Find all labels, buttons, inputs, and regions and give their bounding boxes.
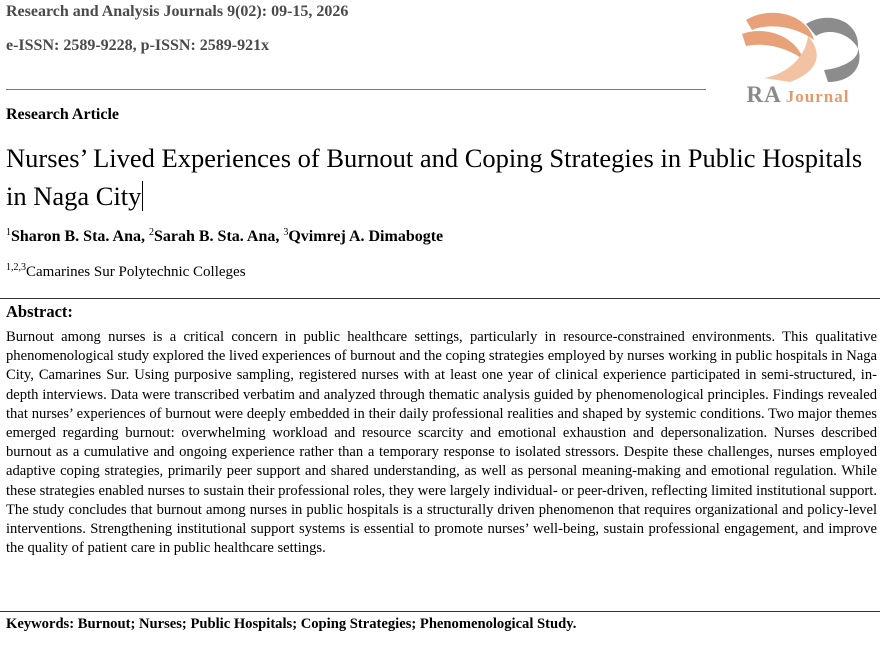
keywords: Keywords: Burnout; Nurses; Public Hospitals; Coping Strategies; Phenomenological Study. xyxy=(6,616,577,632)
abstract-heading: Abstract: xyxy=(6,302,73,321)
logo-journal-text: Journal xyxy=(785,87,850,106)
affiliation-name: Camarines Sur Polytechnic Colleges xyxy=(26,264,246,280)
ra-journal-logo-text xyxy=(728,82,868,108)
affiliation-mark: 1,2,3 xyxy=(6,262,26,273)
author-1-name: Sharon B. Sta. Ana, xyxy=(11,228,149,245)
article-title-text: Nurses’ Lived Experiences of Burnout and Coping Strategies in Public Hospitals in Naga City xyxy=(6,143,863,211)
journal-citation: Research and Analysis Journals 9(02): 09-15, 2026 xyxy=(6,3,349,20)
logo-ra-text: RA xyxy=(746,82,782,107)
author-3-affiliation-mark: 3 xyxy=(283,227,289,238)
article-title xyxy=(6,139,876,215)
author-3-name: Qvimrej A. Dimabogte xyxy=(288,228,444,245)
abstract-bottom-divider xyxy=(0,611,880,612)
header-divider xyxy=(6,89,706,90)
text-cursor xyxy=(142,181,143,211)
author-2-affiliation-mark: 2 xyxy=(148,227,154,238)
affiliation xyxy=(6,264,246,281)
author-1-affiliation-mark: 1 xyxy=(6,227,11,238)
abstract-top-divider xyxy=(0,298,880,299)
ra-journal-logo-mark xyxy=(728,6,868,86)
abstract-body: Burnout among nurses is a critical concern in public healthcare settings, particularly in resource-constrained environments. This qualitative phenomenological study explored the lived experiences of burnout and the coping strategies employed by nurses working in public hospitals in Naga City, Camarines Sur. Using purposive sampling, registered nurses with at least one year of clinical experience participated in semi-structured, in-depth interviews. Data were transcribed verbatim and analyzed through thematic analysis guided by phenomenological principles. Findings revealed that nurses’ experiences of burnout were deeply embedded in their daily professional realities and shaped by systemic conditions. Two major themes emerged regarding burnout: overwhelming workload and resource scarcity and emotional exhaustion and depersonalization. Nurses described burnout as a cumulative and ongoing experience rather than a temporary response to isolated stressors. Despite these challenges, nurses employed adaptive coping strategies, primarily peer support and shared understanding, as well as personal meaning-making and emotional regulation. While these strategies enabled nurses to sustain their professional roles, they were largely individual- or peer-driven, reflecting limited institutional support. The study concludes that burnout among nurses in public hospitals is a structurally driven phenomenon that requires organizational and policy-level interventions. Strengthening institutional support systems is essential to promote nurses’ well-being, sustain professional engagement, and improve the quality of patient care in public healthcare settings. xyxy=(6,329,877,557)
author-2-name: Sarah B. Sta. Ana, xyxy=(153,228,284,245)
article-type: Research Article xyxy=(6,106,119,123)
ra-journal-logo xyxy=(728,6,868,106)
journal-issn: e-ISSN: 2589-9228, p-ISSN: 2589-921x xyxy=(6,37,270,54)
author-list xyxy=(6,228,443,246)
